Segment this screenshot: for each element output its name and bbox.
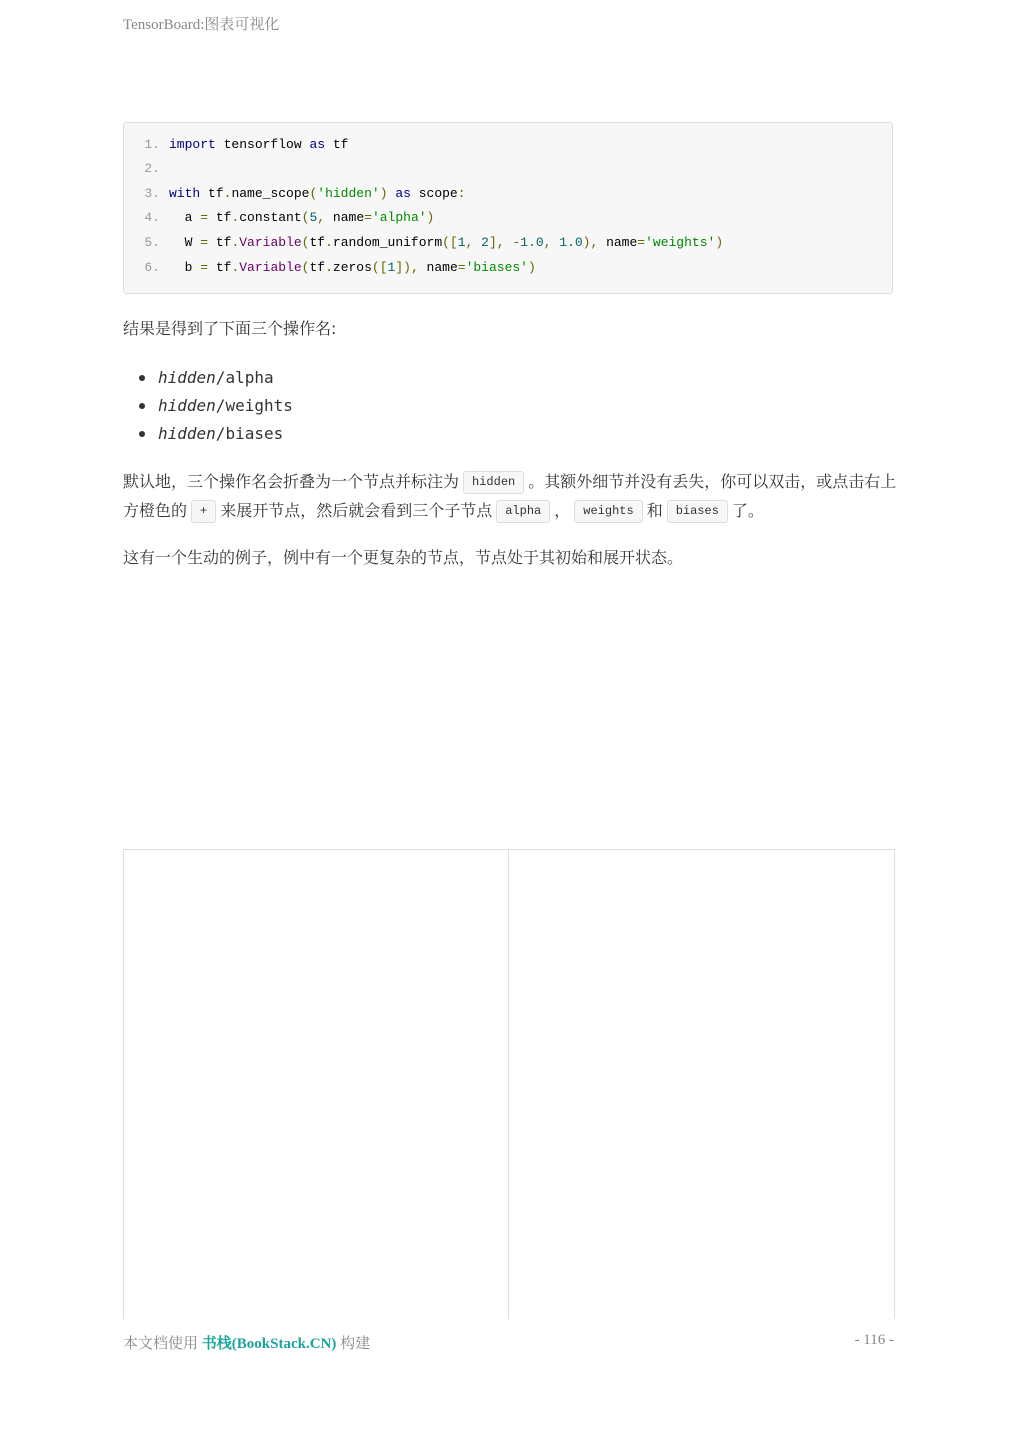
list-item: hidden/alpha — [123, 364, 293, 392]
line-number: 3. — [144, 186, 160, 201]
inline-code: biases — [667, 500, 728, 523]
bullet-icon — [139, 375, 145, 381]
line-number: 5. — [144, 235, 160, 250]
collapse-paragraph: 默认地，三个操作名会折叠为一个节点并标注为 hidden 。其额外细节并没有丢失，你可以双击，或点击右上方橙色的 + 来展开节点，然后就会看到三个子节点 alpha ， weights 和 biases 了。 — [123, 467, 903, 525]
inline-code: alpha — [496, 500, 550, 523]
footer-brand-link[interactable]: 书栈(BookStack.CN) — [201, 1336, 337, 1352]
line-number: 4. — [144, 210, 160, 225]
inline-code: hidden — [463, 471, 524, 494]
code-line-6: 6. b = tf.Variable(tf.zeros([1]), name='biases') — [124, 258, 536, 278]
example-paragraph: 这有一个生动的例子，例中有一个更复杂的节点，节点处于其初始和展开状态。 — [123, 548, 684, 567]
figure-table — [123, 849, 895, 1319]
intro-paragraph: 结果是得到了下面三个操作名: — [123, 319, 337, 338]
bullet-icon — [139, 431, 145, 437]
line-number: 1. — [144, 137, 160, 152]
code-line-2 — [124, 159, 169, 179]
op-name-list — [123, 364, 293, 448]
inline-code: weights — [574, 500, 642, 523]
running-header: TensorBoard:图表可视化 — [123, 17, 280, 33]
bullet-icon — [139, 403, 145, 409]
code-line-3: 3. with tf.name_scope('hidden') as scope: — [124, 184, 466, 204]
code-line-4: 4. a = tf.constant(5, name='alpha') — [124, 208, 434, 228]
list-item: hidden/weights — [123, 392, 293, 420]
line-number: 6. — [144, 260, 160, 275]
page-number: - 116 - — [854, 1332, 894, 1348]
figure-cell-initial — [124, 850, 509, 1319]
code-block — [123, 122, 893, 294]
code-line-1: 1. import tensorflow as tf — [124, 135, 348, 155]
line-number: 2. — [144, 161, 160, 176]
inline-code: + — [191, 500, 216, 523]
list-item: hidden/biases — [123, 420, 293, 448]
footer-credit: 本文档使用 书栈(BookStack.CN) 构建 — [123, 1336, 371, 1352]
code-line-5: 5. W = tf.Variable(tf.random_uniform([1, 2], -1.0, 1.0), name='weights') — [124, 233, 723, 253]
